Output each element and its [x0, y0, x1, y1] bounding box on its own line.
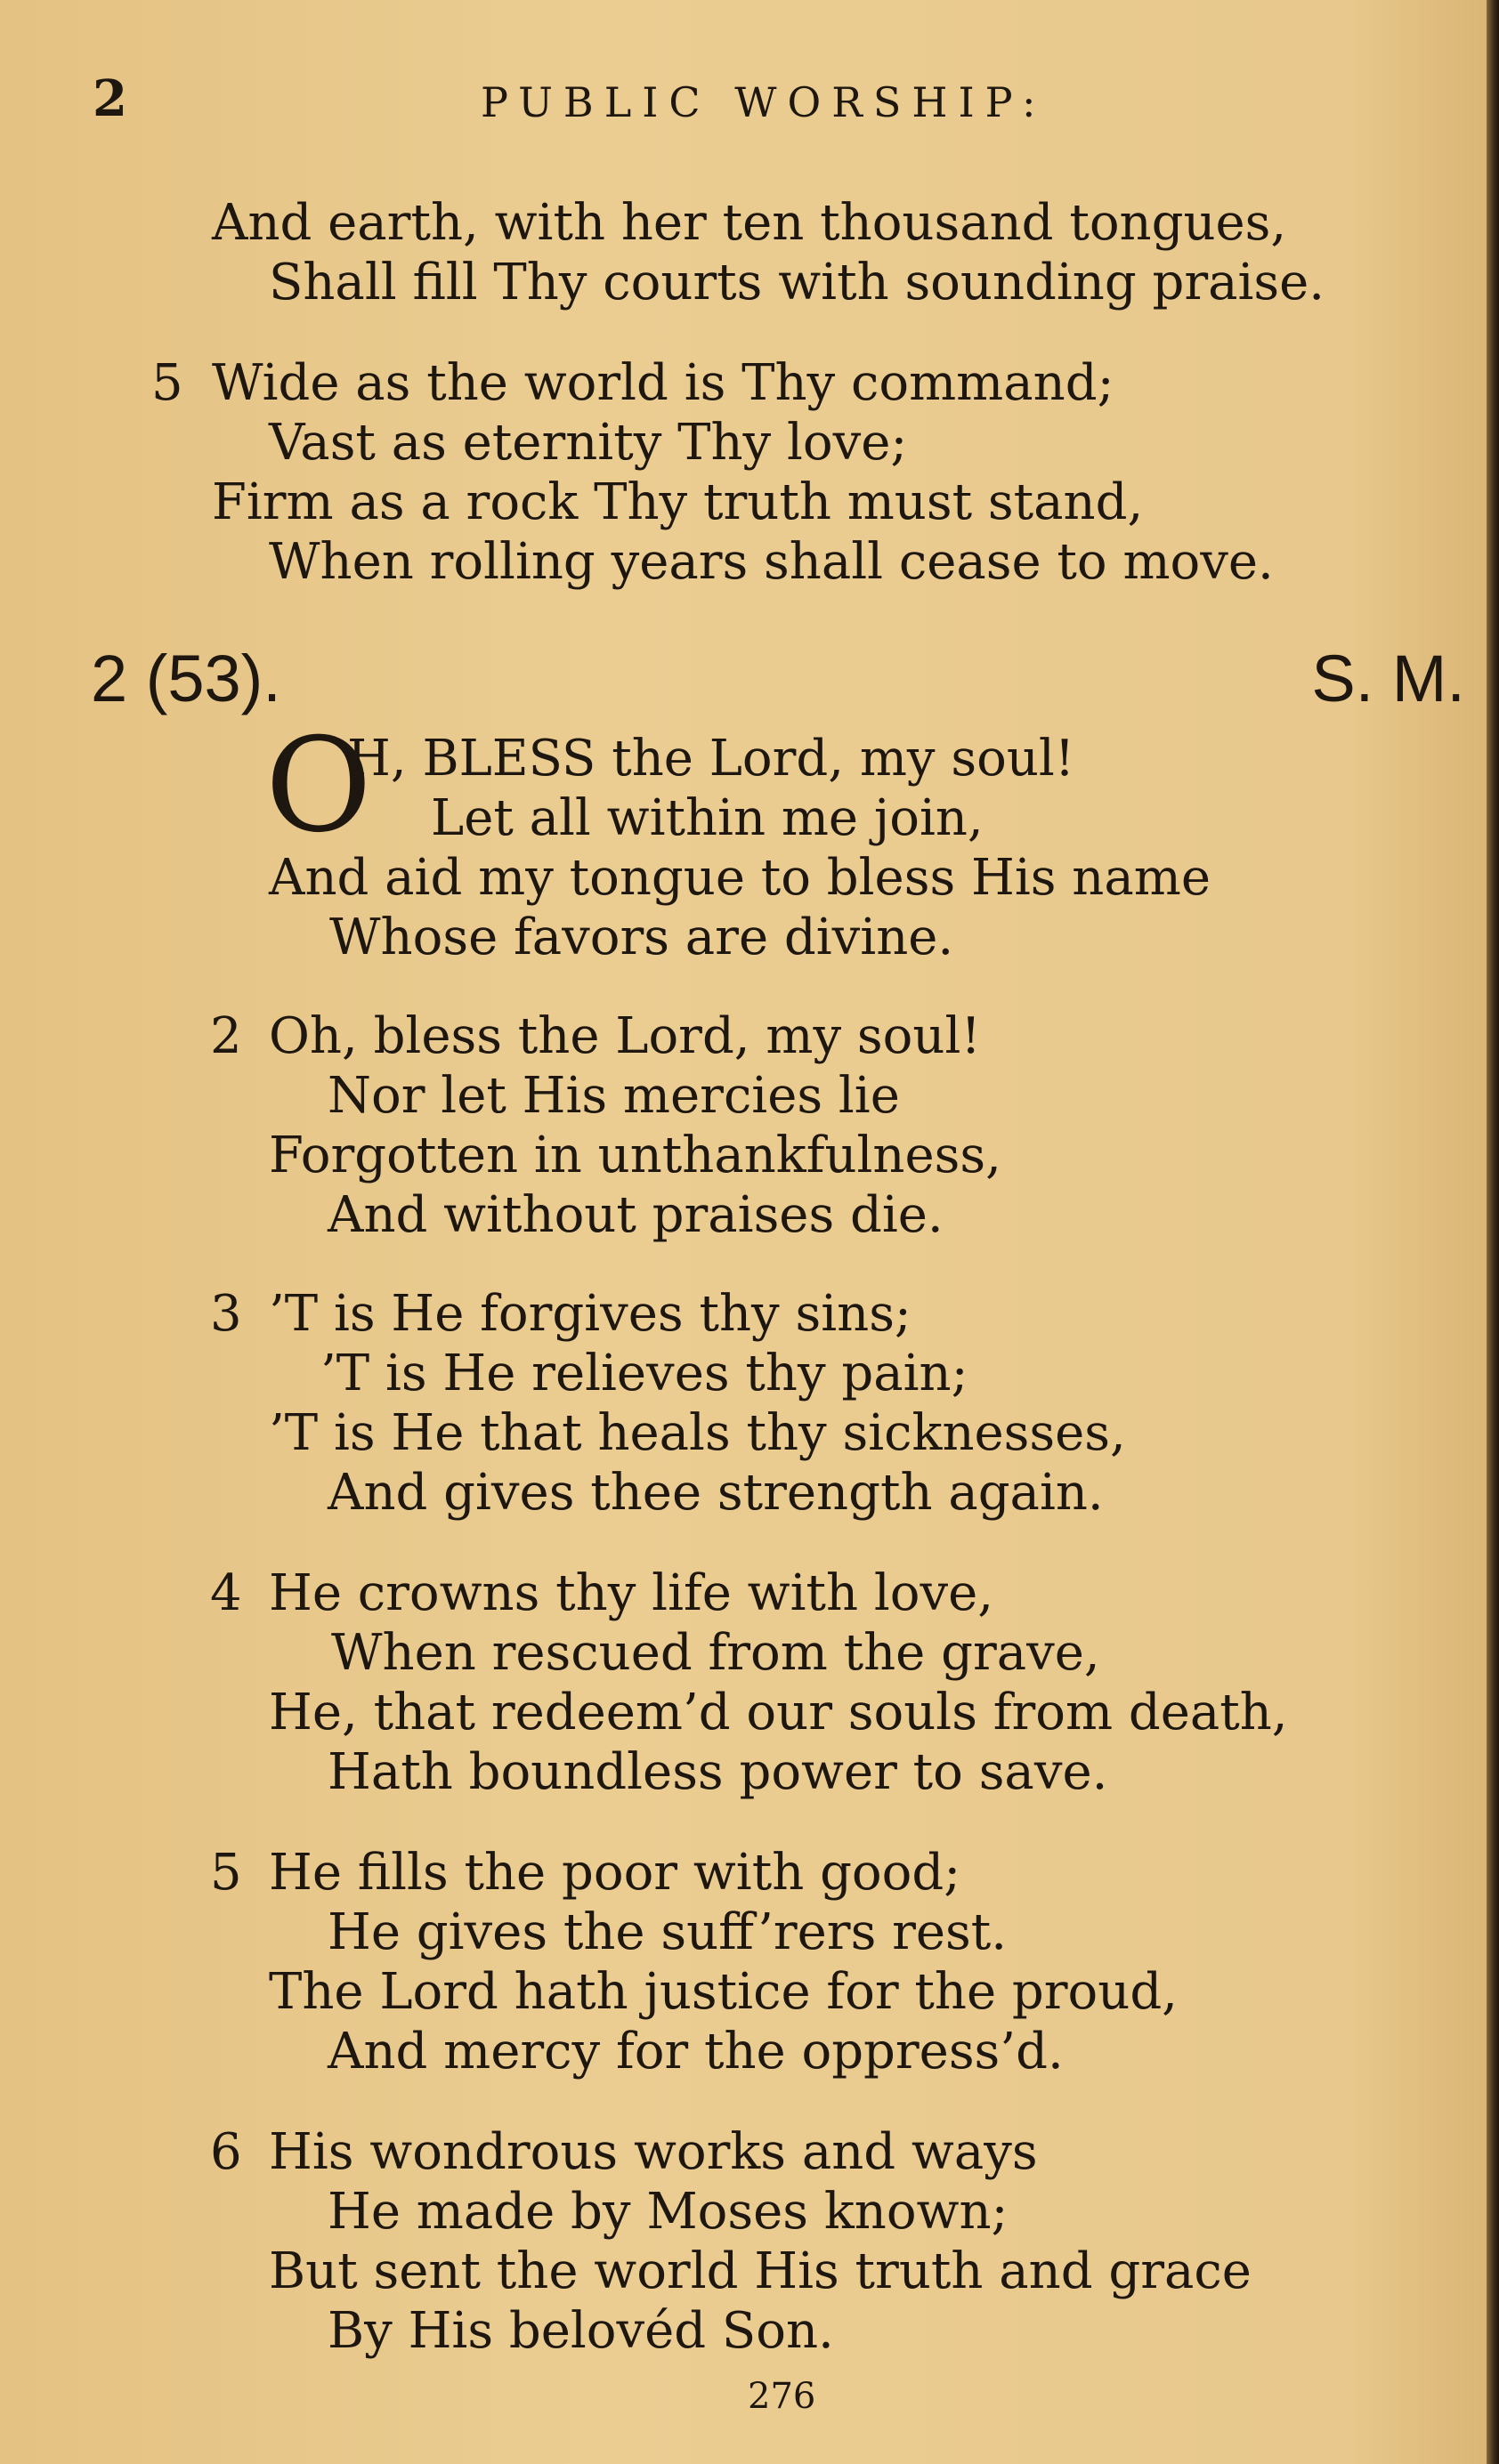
verse-line: By His belovéd Son.: [328, 2302, 834, 2360]
verse-line: And aid my tongue to bless His name: [269, 849, 1211, 907]
page-number: 2: [93, 69, 127, 128]
verse-line: He crowns thy life with love,: [269, 1564, 994, 1622]
stanza-number: 6: [210, 2123, 242, 2181]
verse-line: He gives the suff’rers rest.: [328, 1903, 1008, 1961]
verse-line: The Lord hath justice for the proud,: [269, 1963, 1178, 2021]
stanza-number: 3: [210, 1285, 242, 1343]
verse-line: Let all within me join,: [431, 789, 984, 847]
verse-line: ’T is He relieves thy pain;: [320, 1345, 968, 1402]
verse-line: And without praises die.: [328, 1186, 944, 1244]
verse-line: Hath boundless power to save.: [328, 1743, 1108, 1801]
verse-line: Wide as the world is Thy command;: [212, 354, 1114, 412]
verse-line: Nor let His mercies lie: [328, 1067, 900, 1125]
running-head: PUBLIC WORSHIP:: [481, 78, 1047, 126]
page-edge-shadow: [1487, 0, 1499, 2464]
verse-line: Whose favors are divine.: [329, 909, 954, 966]
verse-line: But sent the world His truth and grace: [269, 2242, 1252, 2300]
verse-line: And gives thee strength again.: [328, 1464, 1104, 1522]
verse-line: Oh, bless the Lord, my soul!: [269, 1007, 981, 1065]
verse-line: And mercy for the oppress’d.: [328, 2023, 1064, 2080]
page-header: [0, 69, 1499, 132]
verse-line: ’T is He forgives thy sins;: [269, 1285, 912, 1343]
verse-line: And earth, with her ten thousand tongues,: [212, 194, 1287, 252]
verse-line: He fills the poor with good;: [269, 1844, 961, 1902]
page-footer-number: 276: [748, 2376, 816, 2417]
verse-line: His wondrous works and ways: [269, 2123, 1038, 2181]
verse-line: Firm as a rock Thy truth must stand,: [212, 473, 1144, 531]
verse-line: When rolling years shall cease to move.: [269, 533, 1274, 591]
hymn-number-heading: 2 (53).: [91, 642, 281, 715]
verse-line: He made by Moses known;: [328, 2183, 1009, 2241]
verse-line: When rescued from the grave,: [331, 1624, 1100, 1682]
verse-line: Forgotten in unthankfulness,: [269, 1127, 1001, 1184]
verse-line: Shall fill Thy courts with sounding praise.: [269, 254, 1325, 311]
stanza-number: 5: [151, 354, 183, 412]
stanza-number: 5: [210, 1844, 242, 1902]
verse-line: H, BLESS the Lord, my soul!: [347, 730, 1075, 788]
verse-line: ’T is He that heals thy sicknesses,: [269, 1404, 1126, 1462]
verse-line: Vast as eternity Thy love;: [269, 414, 908, 472]
drop-cap-letter: O: [265, 710, 372, 861]
verse-line: He, that redeem’d our souls from death,: [269, 1684, 1288, 1741]
stanza-number: 2: [210, 1007, 242, 1065]
hymn-meter: S. M.: [1311, 642, 1465, 715]
stanza-number: 4: [210, 1564, 242, 1622]
